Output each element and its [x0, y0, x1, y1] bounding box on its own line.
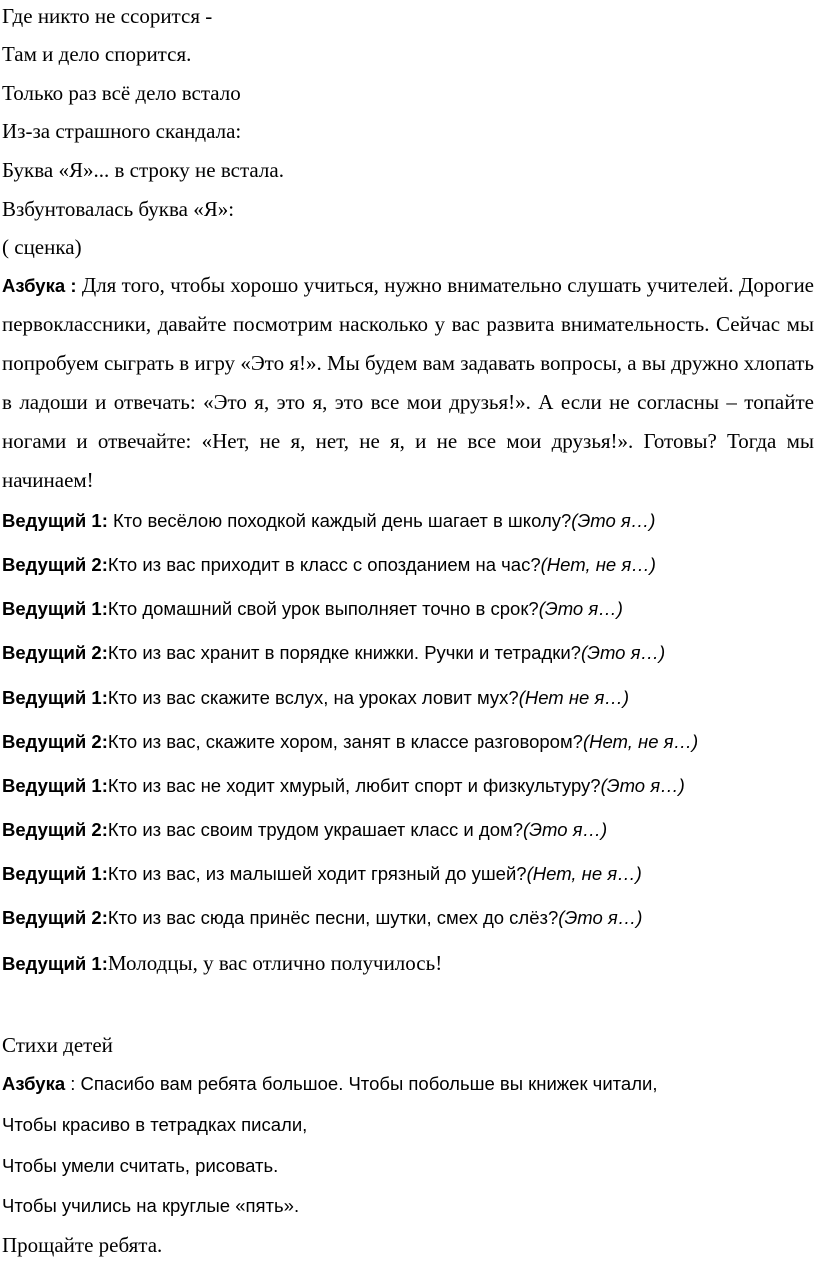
question-text: Кто из вас хранит в порядке книжки. Ручки и тетрадки? — [107, 642, 581, 663]
dialogue-line — [2, 907, 642, 929]
dialogue-line — [2, 554, 656, 576]
dialogue-line — [2, 731, 698, 753]
scene-note: ( сценка) — [2, 235, 82, 259]
azbuka-outro-line: Чтобы учились на круглые «пять». — [2, 1195, 300, 1216]
poem-line: Только раз всё дело встало — [2, 81, 241, 105]
speaker-label: Ведущий 1: — [2, 598, 108, 619]
speaker-label: Ведущий 2: — [2, 731, 108, 752]
answer-text: (Нет не я…) — [518, 687, 630, 708]
poem-line: Из-за страшного скандала: — [2, 119, 242, 143]
question-text: Кто из вас не ходит хмурый, любит спорт и физкультуру? — [107, 775, 601, 796]
poem-line: Там и дело спорится. — [2, 42, 192, 66]
answer-text: (Нет, не я…) — [540, 554, 656, 575]
speaker-label: Ведущий 2: — [2, 819, 108, 840]
azbuka-outro-line: Чтобы красиво в тетрадках писали, — [2, 1114, 308, 1135]
dialogue-line — [2, 687, 629, 709]
azbuka-outro-text: : Спасибо вам ребята большое. Чтобы побольше вы книжек читали, — [65, 1073, 658, 1094]
answer-text: (Это я…) — [571, 510, 656, 531]
dialogue-line — [2, 642, 665, 664]
azbuka-outro-line — [2, 1073, 657, 1095]
closing-text: Молодцы, у вас отлично получилось! — [107, 951, 443, 975]
speaker-label: Ведущий 1: — [2, 510, 108, 531]
question-text: Кто из вас приходит в класс с опозданием на час? — [107, 554, 541, 575]
azbuka-intro-paragraph — [2, 266, 814, 500]
speaker-label: Ведущий 1: — [2, 953, 108, 974]
dialogue-line — [2, 819, 607, 841]
poem-line: Буква «Я»... в строку не встала. — [2, 158, 284, 182]
question-text: Кто из вас, скажите хором, занят в классе разговором? — [107, 731, 583, 752]
dialogue-line — [2, 510, 655, 532]
answer-text: (Это я…) — [580, 642, 666, 663]
answer-text: (Это я…) — [523, 819, 608, 840]
question-text: Кто домашний свой урок выполняет точно в срок? — [107, 598, 539, 619]
kids-poems-heading: Стихи детей — [2, 1033, 113, 1057]
speaker-label: Ведущий 1: — [2, 687, 108, 708]
speaker-label: Ведущий 2: — [2, 554, 108, 575]
question-text: Кто из вас скажите вслух, на уроках ловит мух? — [107, 687, 519, 708]
answer-text: (Это я…) — [558, 907, 643, 928]
question-text: Кто весёлою походкой каждый день шагает в школу? — [107, 510, 572, 531]
dialogue-line — [2, 863, 642, 885]
answer-text: (Нет, не я…) — [582, 731, 699, 752]
answer-text: (Нет, не я…) — [526, 863, 642, 884]
azbuka-label: Азбука — [2, 1073, 66, 1094]
question-text: Кто из вас своим трудом украшает класс и дом? — [107, 819, 523, 840]
speaker-label: Ведущий 2: — [2, 642, 108, 663]
azbuka-label: Азбука : — [2, 275, 77, 296]
speaker-label: Ведущий 1: — [2, 863, 108, 884]
azbuka-outro-line: Чтобы умели считать, рисовать. — [2, 1155, 279, 1176]
speaker-label: Ведущий 2: — [2, 907, 108, 928]
poem-line: Взбунтовалась буква «Я»: — [2, 197, 235, 221]
dialogue-line — [2, 775, 685, 797]
question-text: Кто из вас, из малышей ходит грязный до ушей? — [107, 863, 527, 884]
answer-text: (Это я…) — [600, 775, 685, 796]
closing-line — [2, 951, 442, 976]
speaker-label: Ведущий 1: — [2, 775, 108, 796]
dialogue-line — [2, 598, 623, 620]
answer-text: (Это я…) — [538, 598, 623, 619]
poem-line: Где никто не ссорится - — [2, 4, 213, 28]
question-text: Кто из вас сюда принёс песни, шутки, смех до слёз? — [107, 907, 559, 928]
azbuka-intro-text: Для того, чтобы хорошо учиться, нужно внимательно слушать учителей. Дорогие первоклассники, давайте посмотрим насколько у вас развита внимательность. Сейчас мы попробуем сыграть в игру «Это я!». Мы будем вам задавать вопросы, а вы дружно хлопать в ладоши и отвечать: «Это я, это я, это все мои друзья!». А если не согласны – топайте ногами и отвечайте: «Нет, не я, нет, не я, и не все мои друзья!». Готовы? Тогда мы начинаем! — [2, 273, 814, 492]
farewell-line: Прощайте ребята. — [2, 1233, 163, 1257]
